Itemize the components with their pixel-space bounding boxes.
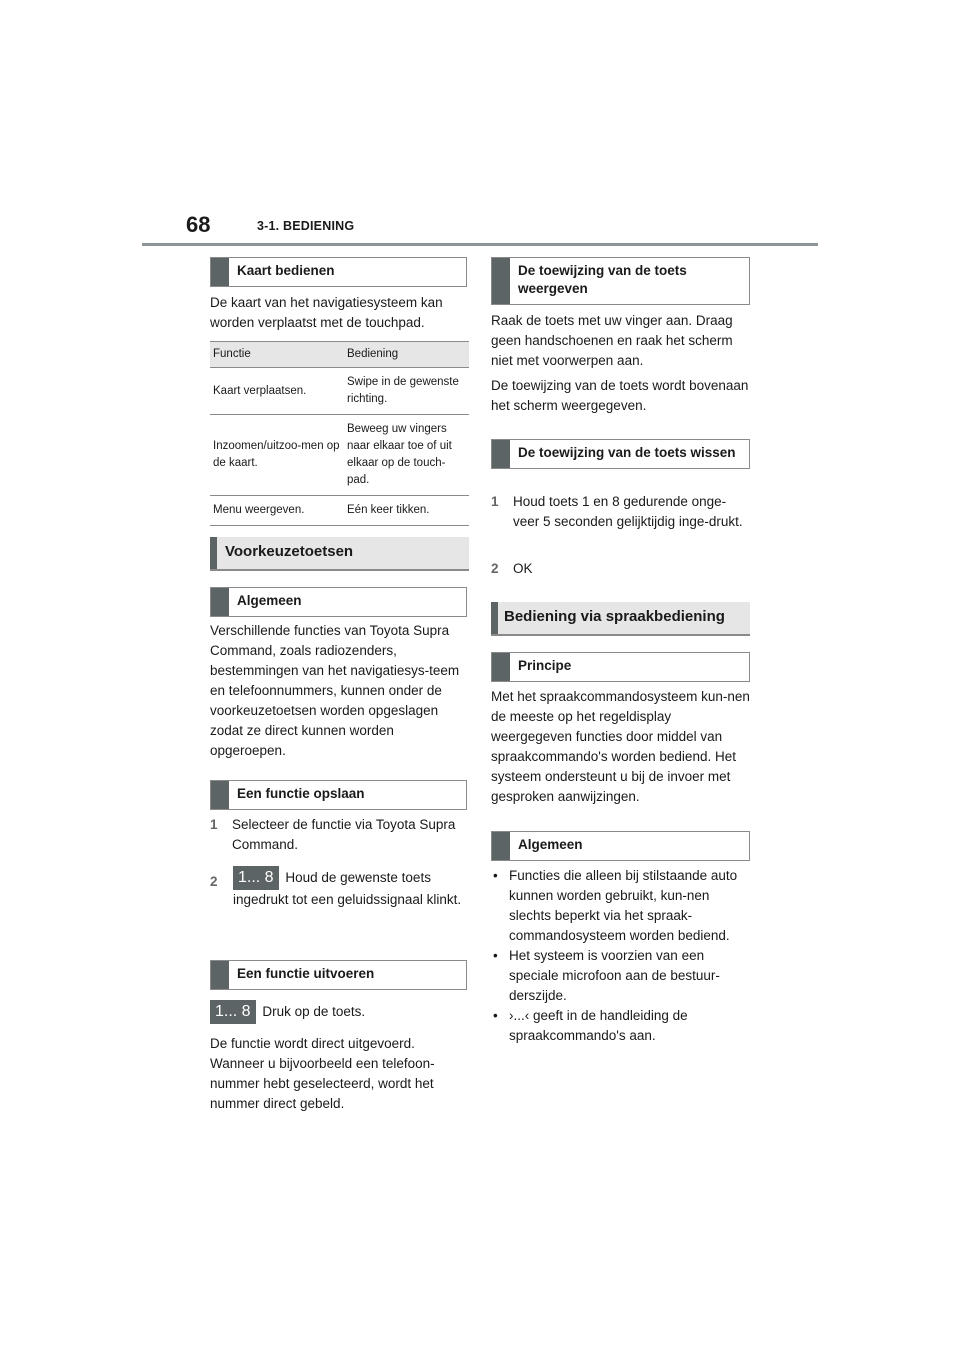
step-text: Houd toets 1 en 8 gedurende onge-veer 5 seconden gelijktijdig inge-drukt. [513, 494, 743, 529]
wissen-box [491, 439, 750, 469]
table-row [210, 368, 469, 415]
function-table [210, 341, 469, 526]
step-text: OK [513, 561, 533, 576]
uitvoeren-title: Een functie uitvoeren [237, 966, 375, 981]
preset-key-badge: 1... 8 [233, 866, 279, 890]
table-cell: Menu weergeven. [210, 496, 344, 526]
bullet-icon: • [493, 868, 498, 883]
bullet-icon: • [493, 948, 498, 963]
algemeen-title-right: Algemeen [518, 837, 583, 852]
table-row [210, 415, 469, 496]
algemeen-box-right [491, 831, 750, 861]
bullet-icon: • [493, 1008, 498, 1023]
spraakbediening-heading [491, 602, 750, 636]
table-cell: Inzoomen/uitzoo-men op de kaart. [210, 415, 344, 496]
spraakbediening-title: Bediening via spraakbediening [504, 608, 725, 625]
uitvoeren-instruction: Druk op de toets. [262, 1003, 366, 1019]
kaart-bedienen-text: De kaart van het navigatiesysteem kan worden verplaatst met de touchpad. [210, 295, 443, 330]
algemeen-text: Verschillende functies van Toyota Supra Command, zoals radiozenders, bestemmingen van het navigatiesys-teem en telefoonnummers, kunnen onder de voorkeuzetoetsen worden opgeslagen zodat ze direct kunnen worden opgeroepen. [210, 623, 460, 758]
right-column [491, 0, 750, 1358]
voorkeuzetoetsen-title: Voorkeuzetoetsen [225, 543, 354, 560]
weergeven-text-1: Raak de toets met uw vinger aan. Draag geen handschoenen en raak het scherm niet met voorwerpen aan. [491, 313, 733, 368]
step-number: 2 [210, 874, 218, 889]
opslaan-box [210, 780, 467, 810]
table-header-row [210, 342, 469, 368]
heading-marker [210, 537, 217, 569]
box-marker [492, 258, 510, 304]
box-marker [211, 961, 229, 989]
box-marker [211, 588, 229, 616]
box-marker [492, 653, 510, 681]
table-cell: Beweeg uw vingers naar elkaar toe of uit elkaar op de touch-pad. [344, 415, 469, 496]
list-item [491, 946, 750, 1006]
opslaan-title: Een functie opslaan [237, 786, 365, 801]
principe-title: Principe [518, 658, 572, 673]
algemeen-bullet-list [491, 866, 750, 1046]
step-number: 1 [210, 817, 218, 832]
uitvoeren-line [210, 1000, 469, 1024]
step-text: Houd de gewenste toets ingedrukt tot een geluidssignaal klinkt. [233, 869, 462, 907]
kaart-bedienen-title: Kaart bedienen [237, 263, 335, 278]
box-marker [492, 440, 510, 468]
box-marker [211, 781, 229, 809]
kaart-bedienen-box [210, 257, 467, 287]
weergeven-title: De toewijzing van de toets weergeven [518, 263, 687, 296]
step-number: 2 [491, 561, 499, 576]
list-item-text: ›...‹ geeft in de handleiding de spraakcommando's aan. [509, 1008, 688, 1043]
voorkeuzetoetsen-heading [210, 537, 469, 571]
list-item [491, 866, 750, 946]
heading-marker [491, 602, 498, 634]
algemeen-box [210, 587, 467, 617]
table-header-functie: Functie [210, 342, 344, 368]
list-item-text: Functies die alleen bij stilstaande auto kunnen worden gebruikt, kun-nen slechts beperkt via het spraak-commandosysteem worden bediend. [509, 868, 738, 943]
table-cell: Eén keer tikken. [344, 496, 469, 526]
uitvoeren-box [210, 960, 467, 990]
table-cell: Swipe in de gewenste richting. [344, 368, 469, 415]
opslaan-step-1 [210, 815, 469, 855]
weergeven-text-2: De toewijzing van de toets wordt bovenaan het scherm weergegeven. [491, 378, 749, 413]
list-item-text: Het systeem is voorzien van een speciale microfoon aan de bestuur-derszijde. [509, 948, 720, 1003]
opslaan-step-2 [210, 866, 469, 910]
step-text: Selecteer de functie via Toyota Supra Command. [232, 817, 456, 852]
box-marker [492, 832, 510, 860]
algemeen-title: Algemeen [237, 593, 302, 608]
list-item [491, 1006, 750, 1046]
weergeven-box [491, 257, 750, 305]
left-column [210, 0, 469, 1358]
table-header-bediening: Bediening [344, 342, 469, 368]
table-cell: Kaart verplaatsen. [210, 368, 344, 415]
page-number: 68 [186, 212, 211, 237]
table-row [210, 496, 469, 526]
principe-text: Met het spraakcommandosysteem kun-nen de meeste op het regeldisplay weergegeven functies door middel van spraakcommando's worden bediend. Het systeem ondersteunt u bij de invoer met gesproken aanwijzingen. [491, 689, 750, 804]
box-marker [211, 258, 229, 286]
principe-box [491, 652, 750, 682]
uitvoeren-text: De functie wordt direct uitgevoerd. Wanneer u bijvoorbeeld een telefoon-nummer hebt geselecteerd, wordt het nummer direct gebeld. [210, 1036, 435, 1111]
wissen-step-2 [491, 559, 750, 579]
preset-key-badge: 1... 8 [210, 1000, 256, 1024]
wissen-title: De toewijzing van de toets wissen [518, 445, 736, 460]
wissen-step-1 [491, 492, 750, 532]
section-title: 3-1. BEDIENING [257, 219, 355, 233]
step-number: 1 [491, 494, 499, 509]
